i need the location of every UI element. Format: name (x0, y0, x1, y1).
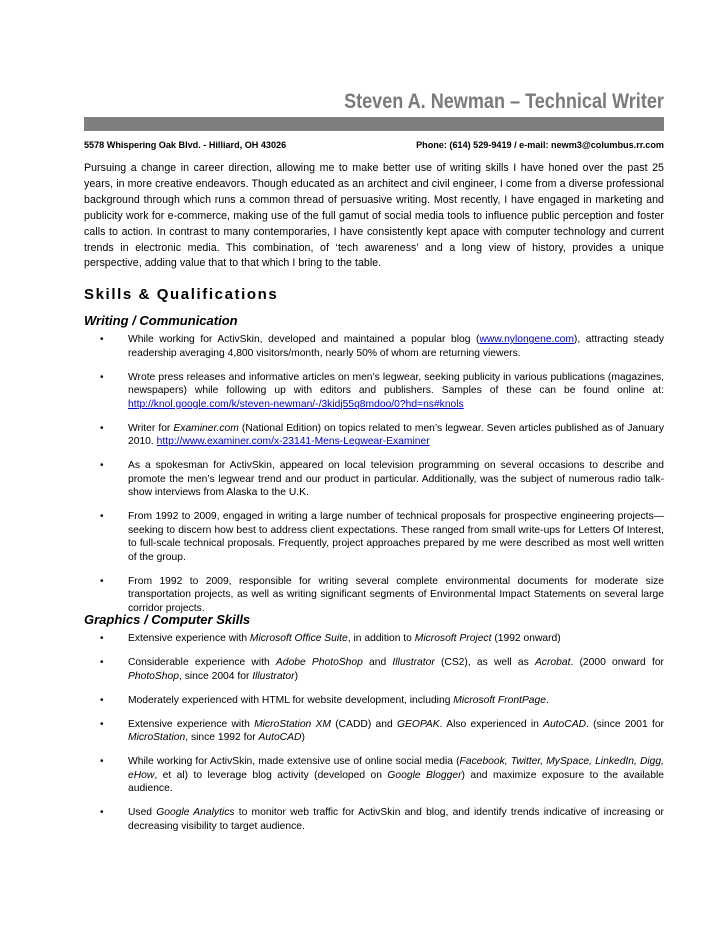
item-text: From 1992 to 2009, responsible for writing several complete environmental documents for moderate size transportation projects, as well as writing significant segments of Environmental Impact Statements on several large corridor projects. (128, 575, 664, 614)
list-item (84, 718, 664, 745)
bullet-icon: • (100, 633, 104, 644)
subsection-title-graphics: Graphics / Computer Skills (84, 612, 251, 627)
item-text: ), attracting steady readership averaging 4,800 visitors/month, nearly 50% of whom are returning viewers. (128, 334, 664, 359)
item-text: Extensive experience with (128, 633, 250, 644)
bullet-icon: • (100, 575, 104, 587)
bullet-icon: • (100, 657, 104, 668)
summary-paragraph: Pursuing a change in career direction, allowing me to make better use of writing skills I have honed over the past 25 years, in more creative endeavors. Though educated as an architect and civil engineer, I come from a diverse professional background through which runs a common thread of persuasive writing. Most recently, I have engaged in marketing and publicity work for e-commerce, making use of the full gamut of social media tools to influence public perception and foster calls to action. In contrast to many contemporaries, I have consistently kept apace with computer technology and current trends in electronic media. This combination, of ‘tech awareness’ and a long view of history, provides a unique perspective, adding value that to that which I bring to the table. (84, 162, 664, 270)
knol-link[interactable]: http://knol.google.com/k/steven-newman/-/3kidj55q8mdoo/0?hd=ns#knols (128, 398, 464, 410)
item-emphasis: Google Analytics (156, 807, 235, 818)
item-emphasis: Illustrator (392, 657, 435, 668)
item-emphasis: MicroStation (128, 732, 186, 743)
bullet-icon: • (100, 807, 104, 818)
item-text: , et al) to leverage blog activity (developed on (154, 769, 388, 781)
item-emphasis: Microsoft FrontPage (453, 694, 546, 706)
list-item (84, 422, 664, 449)
item-emphasis: Google Blogger (387, 769, 462, 781)
bullet-icon: • (100, 756, 104, 767)
list-item (84, 694, 664, 708)
list-item (84, 510, 664, 564)
item-emphasis: GEOPAK (396, 718, 440, 730)
item-text: to monitor web traffic for ActivSkin and blog, and identify trends indicative of increasing or decreasing visibility to target audience. (128, 807, 664, 832)
item-text: ) (294, 670, 299, 682)
item-text: . (546, 694, 549, 706)
item-emphasis: PhotoShop (128, 670, 179, 682)
item-emphasis: Facebook, Twitter, MySpace, LinkedIn, Digg, eHow (128, 756, 664, 781)
header-divider-bar (84, 117, 664, 131)
item-text: ) and maximize exposure to the available audience. (128, 769, 664, 794)
item-emphasis: AutoCAD (543, 718, 587, 730)
item-text: Considerable experience with (128, 657, 276, 668)
list-item (84, 632, 664, 646)
item-emphasis: Microsoft Office Suite (249, 633, 348, 644)
examiner-link[interactable]: http://www.examiner.com/x-23141-Mens-Legwear-Examiner (156, 436, 430, 447)
item-text: , in addition to (347, 633, 415, 644)
bullet-icon: • (100, 718, 104, 730)
bullet-icon: • (100, 460, 104, 471)
item-text: (1992 onward) (491, 633, 561, 644)
item-emphasis: AutoCAD (258, 732, 302, 743)
list-item (84, 656, 664, 683)
item-text: . Also experienced in (439, 718, 544, 730)
item-emphasis: MicroStation XM (254, 718, 331, 730)
page-title: Steven A. Newman – Technical Writer (344, 90, 664, 113)
item-text: (CS2), as well as (434, 657, 535, 668)
phone-email-text: Phone: (614) 529-9419 / e-mail: newm3@columbus.rr.com (416, 140, 664, 150)
item-text: As a spokesman for ActivSkin, appeared on local television programming on several occasions to describe and promote the men’s legwear trend and our product in particular. Additionally, was the subject of numerous radio talk-show interviews from Alaska to the U.K. (128, 460, 664, 498)
item-text: ) (301, 732, 305, 743)
graphics-list (84, 632, 664, 844)
bullet-icon: • (100, 694, 104, 706)
bullet-icon: • (100, 334, 104, 345)
list-item (84, 459, 664, 500)
item-text: , since 2004 for (178, 670, 253, 682)
item-emphasis: Examiner.com (173, 422, 239, 434)
item-text: (CADD) and (330, 718, 397, 730)
list-item (84, 333, 664, 360)
address-text: 5578 Whispering Oak Blvd. - Hilliard, OH 43026 (84, 140, 287, 150)
list-item (84, 806, 664, 833)
item-emphasis: Acrobat (534, 657, 571, 668)
section-title-skills: Skills & Qualifications (84, 286, 279, 303)
item-text: Used (128, 807, 157, 818)
item-text: , since 1992 for (185, 732, 259, 743)
item-text: and (362, 657, 393, 668)
item-text: While working for ActivSkin, developed and maintained a popular blog ( (128, 334, 480, 345)
writing-list (84, 333, 664, 626)
blog-link[interactable]: www.nylongene.com (479, 334, 574, 345)
item-text: Wrote press releases and informative articles on men’s legwear, seeking publicity in various publications (magazines, newspapers) while following up with editors and publishers. Samples of these can be found online at: (128, 371, 664, 396)
list-item (84, 371, 664, 412)
item-text: Extensive experience with (128, 718, 255, 730)
item-text: While working for ActivSkin, made extensive use of online social media ( (128, 756, 460, 767)
bullet-icon: • (100, 511, 104, 522)
item-emphasis: Illustrator (252, 670, 295, 682)
list-item (84, 755, 664, 796)
item-text: . (since 2001 for (586, 718, 664, 730)
subsection-title-writing: Writing / Communication (84, 313, 238, 328)
item-text: Moderately experienced with HTML for website development, including (128, 694, 454, 706)
list-item (84, 575, 664, 616)
item-emphasis: Microsoft Project (414, 633, 492, 644)
bullet-icon: • (100, 371, 104, 383)
bullet-icon: • (100, 422, 104, 434)
item-text: (National Edition) on topics related to men’s legwear. Seven articles published as of January 2010. (128, 422, 664, 447)
item-emphasis: Adobe PhotoShop (275, 657, 363, 668)
item-text: Writer for (128, 422, 174, 434)
item-text: From 1992 to 2009, engaged in writing a large number of technical proposals for prospective engineering projects—seeking to discern how best to address client expectations. These ranged from small write-ups for Letters Of Interest, to full-scale technical proposals. Frequently, project approaches prepared by me were described as most well written of the group. (128, 511, 664, 563)
item-text: . (2000 onward for (570, 657, 664, 668)
